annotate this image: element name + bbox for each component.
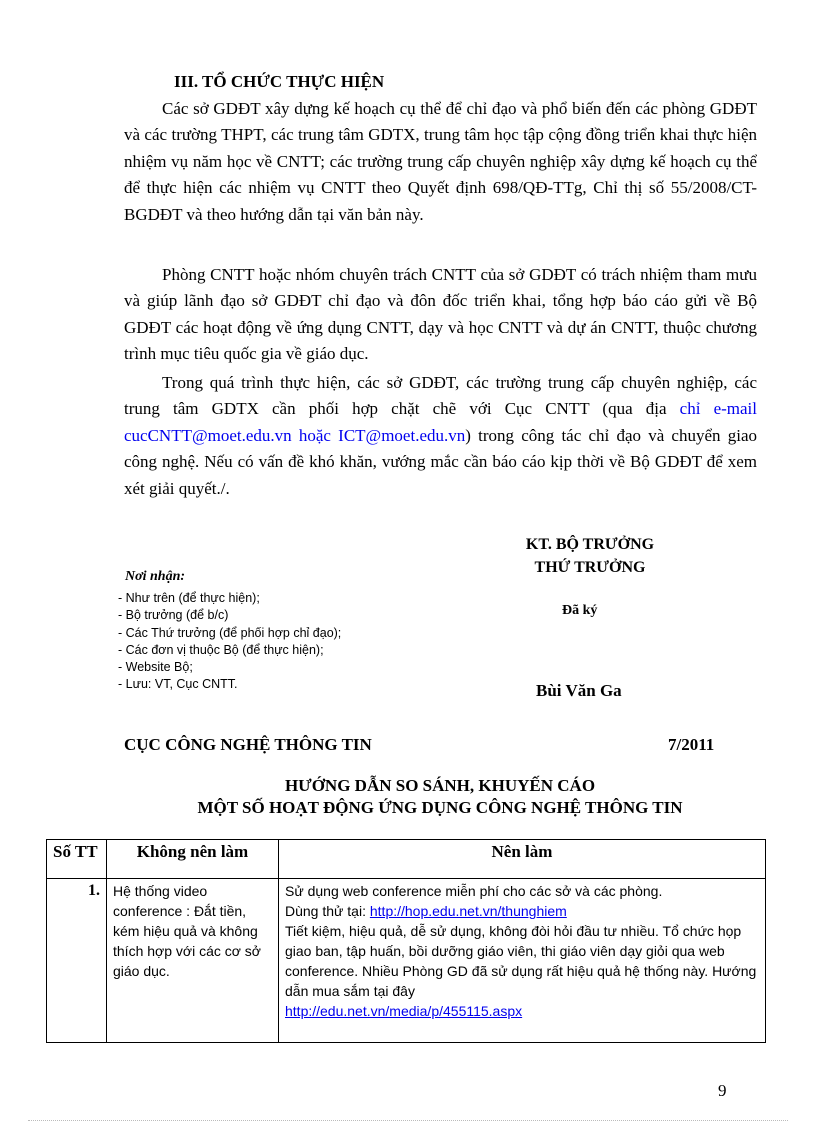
table-header-row bbox=[47, 840, 766, 879]
recipient-item: - Như trên (để thực hiện); bbox=[118, 591, 260, 605]
recipient-item: - Các Thứ trưởng (để phối hợp chỉ đạo); bbox=[118, 625, 342, 640]
paragraph-3-end: ) trong công tác chỉ đạo và chuyển giao công nghệ. Nếu có vấn đề khó khăn, vướng mắc cần báo cáo kịp thời về Bộ GDĐT để xem xét giải quyết./. bbox=[124, 425, 757, 498]
guide-subtitle: MỘT SỐ HOẠT ĐỘNG ỨNG DỤNG CÔNG NGHỆ THÔNG TIN bbox=[197, 798, 683, 817]
paragraph-1: Các sở GDĐT xây dựng kế hoạch cụ thể để chỉ đạo và phổ biến đến các phòng GDĐT và các trường THPT, các trung tâm GDTX, trung tâm học tập cộng đồng triển khai thực hiện nhiệm vụ năm học về CNTT; các trường trung cấp chuyên nghiệp xây dựng kế hoạch cụ thể để thực hiện các nhiệm vụ CNTT theo Quyết định 698/QĐ-TTg, Chỉ thị số 55/2008/CT-BGDĐT và theo hướng dẫn tại văn bản này. bbox=[124, 99, 757, 224]
document-date: 7/2011 bbox=[668, 735, 715, 754]
recipient-item: - Bộ trưởng (để b/c) bbox=[118, 608, 229, 623]
do-line: Sử dụng web conference miễn phí cho các sở và các phòng. bbox=[285, 883, 663, 899]
signature-subtitle: THỨ TRƯỞNG bbox=[534, 559, 646, 576]
recipient-item: - Website Bộ; bbox=[118, 660, 193, 675]
trial-link[interactable]: http://hop.edu.net.vn/thunghiem bbox=[369, 903, 567, 919]
header-number: Số TT bbox=[47, 840, 107, 879]
section-heading: III. TỔ CHỨC THỰC HIỆN bbox=[174, 72, 385, 91]
do-try-line bbox=[285, 901, 759, 921]
department-name: CỤC CÔNG NGHỆ THÔNG TIN bbox=[124, 735, 372, 754]
paragraph-3-start: Trong quá trình thực hiện, các sở GDĐT, các trường trung cấp chuyên nghiệp, các trung tâm GDTX cần phối hợp chặt chẽ với Cục CNTT (qua địa bbox=[124, 373, 757, 419]
purchase-guide-link[interactable]: http://edu.net.vn/media/p/455115.aspx bbox=[285, 1003, 523, 1019]
row-do-cell bbox=[279, 879, 766, 1043]
paragraph-3 bbox=[124, 370, 757, 502]
recipients-title: Nơi nhận: bbox=[125, 569, 186, 584]
row-number: 1. bbox=[47, 879, 107, 1043]
paragraph-2: Phòng CNTT hoặc nhóm chuyên trách CNTT của sở GDĐT có trách nhiệm tham mưu và giúp lãnh đạo sở GDĐT chỉ đạo và đôn đốc triển khai, tổng hợp báo cáo gửi về Bộ GDĐT các hoạt động về ứng dụng CNTT, dạy và học CNTT và dự án CNTT, thuộc chương trình mục tiêu quốc gia về giáo dục. bbox=[124, 265, 757, 364]
table-row bbox=[47, 879, 766, 1043]
header-dont: Không nên làm bbox=[107, 840, 279, 879]
page-number: 9 bbox=[718, 1081, 727, 1100]
contact-email[interactable]: chỉ e-mail cucCNTT@moet.edu.vn hoặc ICT@moet.edu.vn bbox=[124, 399, 757, 445]
guide-title: HƯỚNG DẪN SO SÁNH, KHUYẾN CÁO bbox=[284, 776, 596, 795]
row-dont-cell: Hệ thống video conference : Đắt tiền, kém hiệu quả và không thích hợp với các cơ sở giáo dục. bbox=[107, 879, 279, 1043]
try-label: Dùng thử tại: bbox=[285, 903, 370, 919]
recipients-list bbox=[118, 590, 341, 694]
header-do: Nên làm bbox=[279, 840, 766, 879]
signer-name: Bùi Văn Ga bbox=[536, 681, 622, 700]
do-description: Tiết kiệm, hiệu quả, dễ sử dụng, không đòi hỏi đầu tư nhiều. Tổ chức họp giao ban, tập huấn, bồi dưỡng giáo viên, thi giáo viên dạy giỏi qua web conference. Nhiều Phòng GD đã sử dụng rất hiệu quả hệ thống này. Hướng dẫn mua sắm tại đây bbox=[285, 923, 757, 999]
recipient-item: - Các đơn vị thuộc Bộ (để thực hiện); bbox=[118, 642, 324, 657]
signature-title: KT. BỘ TRƯỞNG bbox=[525, 536, 655, 553]
recipient-item: - Lưu: VT, Cục CNTT. bbox=[118, 677, 238, 692]
guide-table bbox=[46, 839, 766, 1043]
page-bottom-divider bbox=[28, 1120, 788, 1121]
signed-note: Đã ký bbox=[562, 603, 598, 618]
